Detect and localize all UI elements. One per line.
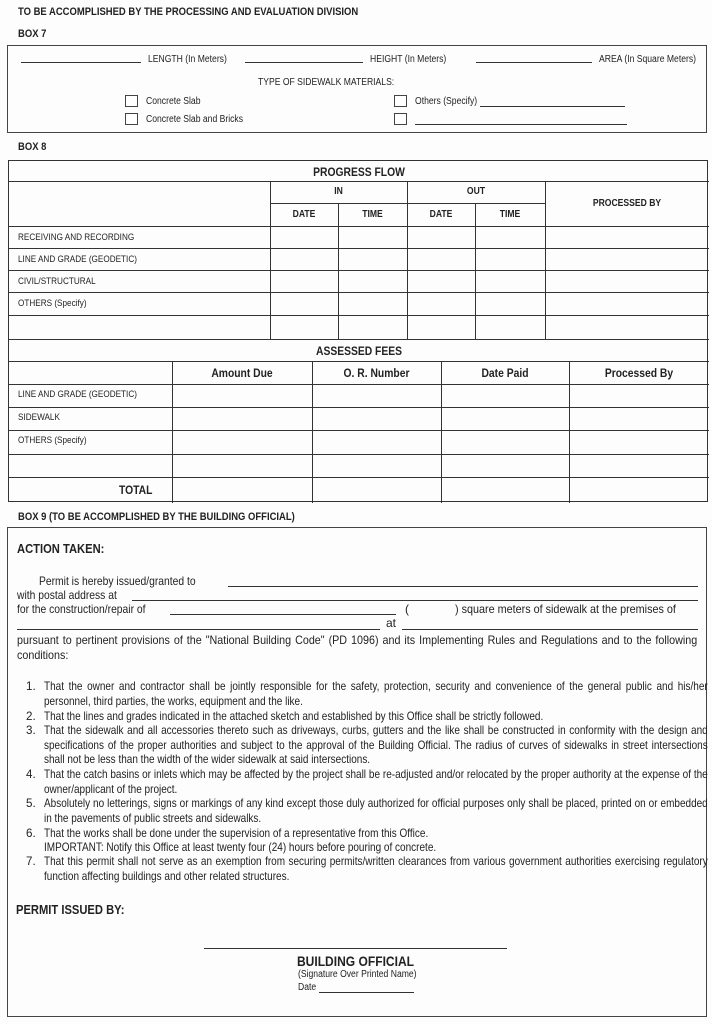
concrete-slab-bricks-label: Concrete Slab and Bricks [146, 114, 244, 125]
or-number-header: O. R. Number [343, 366, 410, 380]
signature-note: (Signature Over Printed Name) [298, 969, 417, 980]
square-meters-text: ) square meters of sidewalk at the premises of [455, 602, 676, 616]
box7-label: BOX 7 [18, 28, 47, 40]
condition-text: Absolutely no letterings, signs or markings of any kind except those duly authorized for official purposes only shall be placed, printed on or embedded in the pavements of public streets and sidewalks. [44, 797, 708, 825]
in-header: IN [334, 186, 343, 197]
processed-by-header: PROCESSED BY [592, 198, 662, 209]
condition-number: 2. [26, 710, 36, 723]
materials-title: TYPE OF SIDEWALK MATERIALS: [258, 77, 395, 88]
condition-number: 7. [26, 855, 36, 868]
other-material-input[interactable] [415, 124, 627, 125]
amount-due-header: Amount Due [211, 366, 273, 380]
assessed-fees-title: ASSESSED FEES [315, 344, 403, 358]
condition-text: That this permit shall not serve as an exemption from securing permits/written clearances from various government authorities exercising regulatory function affecting buildings and other related structures. [44, 855, 708, 883]
height-input[interactable] [245, 62, 363, 63]
length-label: LENGTH (In Meters) [148, 54, 227, 65]
postal-address-text: with postal address at [17, 588, 117, 602]
condition-text: That the catch basins or inlets which may be affected by the project shall be re-adjusted and/or relocated by the proper authority at the expense of the owner/applicant of the project. [44, 768, 708, 796]
construction-text: for the construction/repair of [17, 602, 146, 616]
grantee-input[interactable] [228, 586, 698, 587]
condition-number: 1. [26, 680, 36, 693]
date-label: Date [298, 982, 317, 993]
out-date-header: DATE [429, 209, 453, 220]
condition-text: That the works shall be done under the supervision of a representative from this Office. [44, 827, 429, 840]
pursuant-text: pursuant to pertinent provisions of the "National Building Code" (PD 1096) and its Implementing Rules and Regulations and to the following conditions: [17, 633, 698, 662]
condition-number: 3. [26, 724, 36, 737]
open-paren: ( [405, 602, 409, 616]
construction-input[interactable] [170, 614, 396, 615]
signature-line[interactable] [204, 948, 507, 949]
concrete-slab-bricks-checkbox[interactable] [125, 113, 138, 125]
concrete-slab-label: Concrete Slab [146, 96, 201, 107]
area-label: AREA (In Square Meters) [599, 54, 697, 65]
progress-row-line-grade: LINE AND GRADE (GEODETIC) [18, 254, 137, 265]
total-label: TOTAL [119, 483, 153, 497]
important-text: IMPORTANT: Notify this Office at least twenty four (24) hours before pouring of concrete. [44, 841, 437, 854]
premises-owner-input[interactable] [17, 629, 380, 630]
others-label: Others (Specify) [415, 96, 478, 107]
others-specify-input[interactable] [480, 106, 625, 107]
fee-row-sidewalk: SIDEWALK [18, 412, 60, 423]
premises-location-input[interactable] [402, 629, 698, 630]
box9-panel [7, 527, 707, 1017]
fees-processed-by-header: Processed By [604, 366, 674, 380]
fee-row-line-grade: LINE AND GRADE (GEODETIC) [18, 389, 137, 400]
box7-panel [7, 45, 707, 133]
other-material-checkbox[interactable] [394, 113, 407, 125]
square-meters-input[interactable] [412, 614, 452, 615]
condition-text: That the lines and grades indicated in the attached sketch and established by this Office shall be strictly followed. [44, 710, 544, 723]
area-input[interactable] [476, 62, 592, 63]
box8-label: BOX 8 [18, 141, 47, 153]
date-input[interactable] [319, 992, 414, 993]
concrete-slab-checkbox[interactable] [125, 95, 138, 107]
box9-label: BOX 9 (TO BE ACCOMPLISHED BY THE BUILDING OFFICIAL) [18, 511, 295, 523]
out-header: OUT [466, 186, 486, 197]
action-taken-heading: ACTION TAKEN: [17, 541, 105, 556]
building-official-title: BUILDING OFFICIAL [296, 953, 415, 969]
postal-address-input[interactable] [132, 600, 698, 601]
out-time-header: TIME [499, 209, 521, 220]
condition-number: 5. [26, 797, 36, 810]
height-label: HEIGHT (In Meters) [370, 54, 447, 65]
in-date-header: DATE [292, 209, 316, 220]
fee-row-others: OTHERS (Specify) [18, 435, 87, 446]
division-title: TO BE ACCOMPLISHED BY THE PROCESSING AND EVALUATION DIVISION [18, 6, 359, 18]
progress-row-receiving: RECEIVING AND RECORDING [18, 232, 135, 243]
length-input[interactable] [21, 62, 141, 63]
condition-number: 4. [26, 768, 36, 781]
condition-text: That the sidewalk and all accessories thereto such as driveways, curbs, gutters and the like shall be constructed in conformity with the design and specifications of the proper authorities and subject to the approval of the Building Official. The radius of curves of sidewalks in street intersections shall not be less than the width of the wider sidewalk at said intersections. [44, 724, 708, 766]
condition-number: 6. [26, 827, 36, 840]
in-time-header: TIME [362, 209, 383, 220]
others-checkbox[interactable] [394, 95, 407, 107]
permit-granted-text: Permit is hereby issued/granted to [39, 574, 196, 588]
permit-issued-by-heading: PERMIT ISSUED BY: [16, 902, 125, 917]
progress-row-others: OTHERS (Specify) [18, 298, 87, 309]
progress-flow-title: PROGRESS FLOW [313, 165, 405, 179]
box8-table [8, 160, 708, 502]
date-paid-header: Date Paid [481, 366, 529, 380]
progress-row-civil: CIVIL/STRUCTURAL [18, 276, 96, 287]
at-text: at [386, 616, 397, 630]
condition-text: That the owner and contractor shall be jointly responsible for the safety, protection, security and convenience of the general public and his/her personnel, third parties, the works, equipment and the like. [44, 680, 708, 708]
